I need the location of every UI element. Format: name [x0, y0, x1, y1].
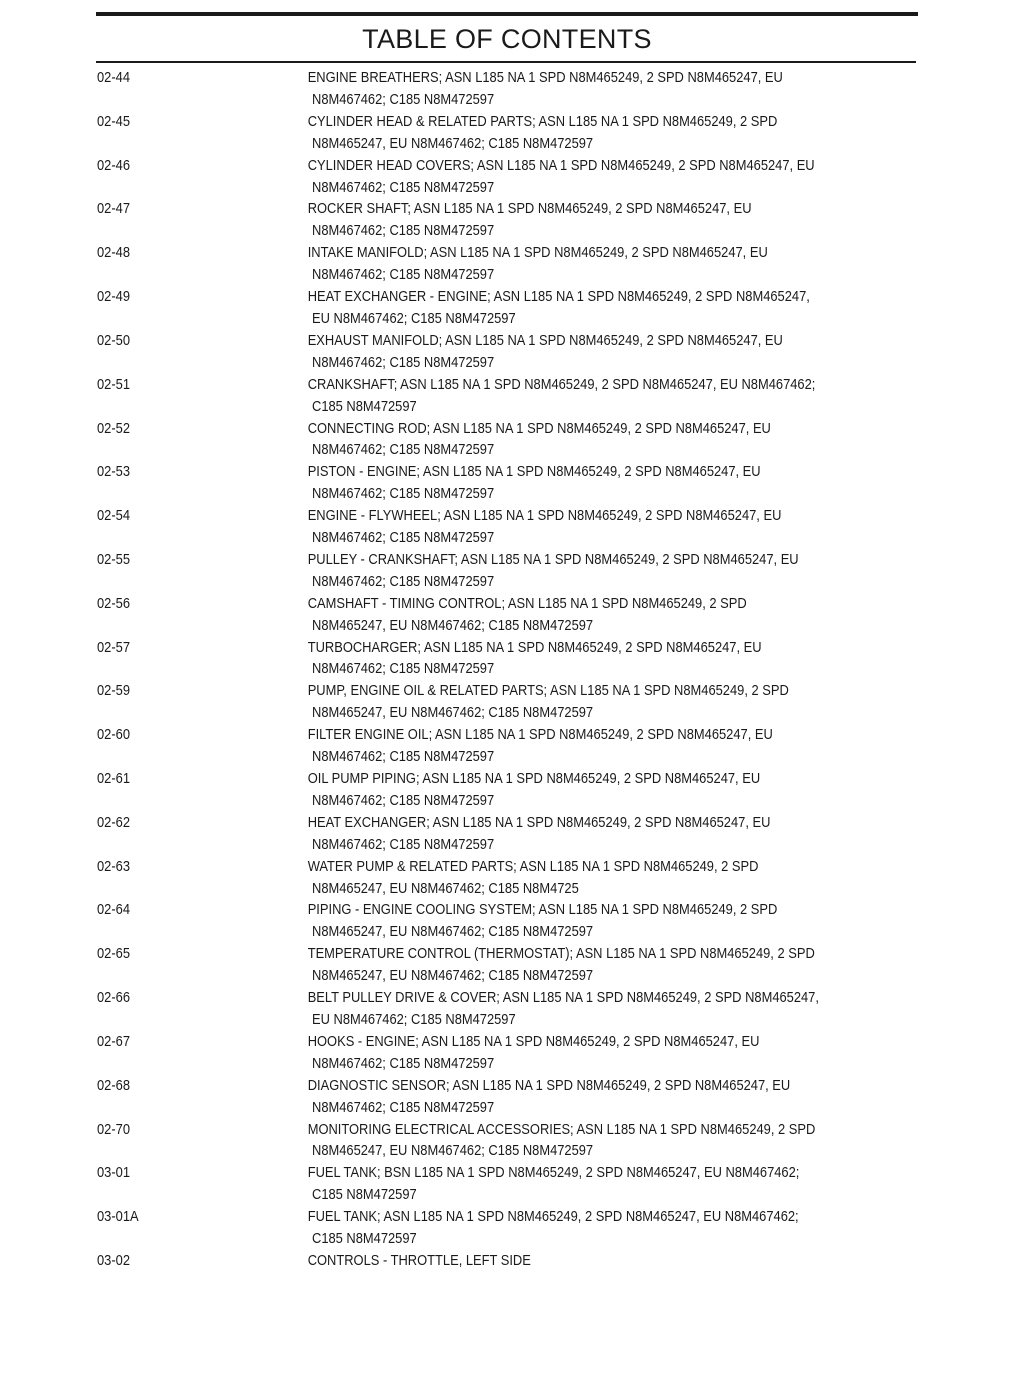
toc-entry-description-line2: N8M465247, EU N8M467462; C185 N8M472597 [312, 616, 594, 634]
toc-entry-code: 02-70 [97, 1120, 131, 1138]
toc-entry-description [308, 637, 884, 681]
toc-entry-description [308, 461, 884, 505]
toc-entry-code: 02-51 [97, 375, 131, 393]
toc-entry-code: 02-56 [97, 594, 131, 612]
toc-entry[interactable] [97, 67, 888, 111]
toc-entry-code: 02-59 [97, 682, 131, 700]
toc-entry-description-line2: N8M467462; C185 N8M472597 [312, 835, 495, 853]
toc-entry[interactable] [97, 242, 888, 286]
toc-entry-description-line2: N8M467462; C185 N8M472597 [312, 660, 495, 678]
toc-entry-description-line2: N8M465247, EU N8M467462; C185 N8M472597 [312, 134, 594, 152]
toc-entry[interactable] [97, 1075, 888, 1119]
toc-entry[interactable] [97, 330, 888, 374]
toc-entry-description-line1: ROCKER SHAFT; ASN L185 NA 1 SPD N8M465249, 2 SPD N8M465247, EU [307, 200, 752, 218]
toc-entry-code: 02-66 [97, 989, 131, 1007]
toc-entry[interactable] [97, 856, 888, 900]
toc-entry-code: 02-62 [97, 813, 131, 831]
toc-entry-description-line2: N8M467462; C185 N8M472597 [312, 1098, 495, 1116]
toc-entry-description-line1: CONNECTING ROD; ASN L185 NA 1 SPD N8M465249, 2 SPD N8M465247, EU [307, 419, 771, 437]
toc-entry-description [308, 1031, 884, 1075]
toc-entry-description-line2: C185 N8M472597 [312, 1186, 417, 1204]
toc-entry-code: 02-55 [97, 550, 131, 568]
toc-entry-description [308, 155, 884, 199]
toc-entry-description-line2: N8M467462; C185 N8M472597 [312, 485, 495, 503]
toc-entry[interactable] [97, 111, 888, 155]
toc-entry[interactable] [97, 637, 888, 681]
toc-entry-code: 02-48 [97, 244, 131, 262]
toc-entry-description [308, 286, 884, 330]
toc-entry-description-line2: N8M467462; C185 N8M472597 [312, 222, 495, 240]
toc-entry[interactable] [97, 987, 888, 1031]
top-rule [96, 12, 918, 16]
toc-entry-code: 02-63 [97, 857, 131, 875]
toc-entry-description-line2: N8M465247, EU N8M467462; C185 N8M472597 [312, 1142, 594, 1160]
toc-entry[interactable] [97, 461, 888, 505]
toc-entry-code: 02-67 [97, 1032, 131, 1050]
toc-entry[interactable] [97, 1162, 888, 1206]
toc-entry-description [308, 67, 884, 111]
toc-entry-description-line1: FILTER ENGINE OIL; ASN L185 NA 1 SPD N8M465249, 2 SPD N8M465247, EU [307, 726, 773, 744]
toc-entry-description [308, 418, 884, 462]
toc-entry-description [308, 1206, 884, 1250]
toc-entry[interactable] [97, 505, 888, 549]
toc-entry-description-line1: PUMP, ENGINE OIL & RELATED PARTS; ASN L185 NA 1 SPD N8M465249, 2 SPD [307, 682, 789, 700]
toc-entry-description-line1: OIL PUMP PIPING; ASN L185 NA 1 SPD N8M465249, 2 SPD N8M465247, EU [307, 770, 761, 787]
toc-entry[interactable] [97, 943, 888, 987]
toc-entry[interactable] [97, 1250, 888, 1272]
toc-entry-code: 02-61 [97, 770, 131, 787]
toc-entry[interactable] [97, 593, 888, 637]
toc-entry-description-line2: C185 N8M472597 [312, 397, 417, 415]
toc-entry-description-line1: CAMSHAFT - TIMING CONTROL; ASN L185 NA 1 SPD N8M465249, 2 SPD [307, 594, 747, 612]
toc-entry-description [308, 505, 884, 549]
toc-entry-description-line1: CYLINDER HEAD COVERS; ASN L185 NA 1 SPD N8M465249, 2 SPD N8M465247, EU [307, 156, 815, 174]
toc-entry-code: 02-60 [97, 726, 131, 744]
toc-entry-description-line2: N8M465247, EU N8M467462; C185 N8M472597 [312, 923, 594, 941]
toc-entry-description-line2: N8M467462; C185 N8M472597 [312, 178, 495, 196]
toc-entry-code: 02-54 [97, 507, 131, 525]
toc-entry-code: 02-47 [97, 200, 131, 218]
toc-entry-description [308, 724, 884, 768]
toc-entry-description [308, 768, 884, 812]
toc-entry-description-line1: PIPING - ENGINE COOLING SYSTEM; ASN L185 NA 1 SPD N8M465249, 2 SPD [307, 901, 778, 919]
toc-entry-description [308, 593, 884, 637]
toc-entry-description-line1: TEMPERATURE CONTROL (THERMOSTAT); ASN L185 NA 1 SPD N8M465249, 2 SPD [307, 945, 815, 963]
toc-entry-description [308, 1119, 884, 1163]
toc-entry-description-line1: ENGINE BREATHERS; ASN L185 NA 1 SPD N8M465249, 2 SPD N8M465247, EU [307, 69, 783, 86]
toc-entry[interactable] [97, 680, 888, 724]
toc-entry-description-line1: MONITORING ELECTRICAL ACCESSORIES; ASN L185 NA 1 SPD N8M465249, 2 SPD [307, 1120, 816, 1138]
toc-entry-description-line1: FUEL TANK; BSN L185 NA 1 SPD N8M465249, 2 SPD N8M465247, EU N8M467462; [307, 1164, 800, 1182]
toc-entry-description [308, 330, 884, 374]
toc-entry[interactable] [97, 812, 888, 856]
page-title: TABLE OF CONTENTS [362, 24, 652, 54]
toc-entry-code: 02-49 [97, 288, 131, 306]
toc-entry-description-line1: ENGINE - FLYWHEEL; ASN L185 NA 1 SPD N8M465249, 2 SPD N8M465247, EU [307, 507, 782, 525]
toc-entry-description [308, 943, 884, 987]
toc-entry-code: 03-01 [97, 1164, 131, 1182]
toc-entry-description-line2: N8M465247, EU N8M467462; C185 N8M4725 [312, 879, 579, 897]
toc-entry[interactable] [97, 286, 888, 330]
toc-entry-description [308, 242, 884, 286]
toc-entry-description-line1: BELT PULLEY DRIVE & COVER; ASN L185 NA 1 SPD N8M465249, 2 SPD N8M465247, [307, 989, 819, 1007]
toc-entry-code: 02-46 [97, 156, 131, 174]
toc-entry-description [308, 987, 884, 1031]
toc-entry-description-line2: N8M467462; C185 N8M472597 [312, 90, 495, 108]
toc-entry-description-line1: TURBOCHARGER; ASN L185 NA 1 SPD N8M465249, 2 SPD N8M465247, EU [307, 638, 762, 656]
toc-entry-description [308, 198, 884, 242]
toc-entry-description [308, 680, 884, 724]
toc-entry-description [308, 1162, 884, 1206]
toc-entry-description [308, 856, 884, 900]
toc-entry-description-line1: HOOKS - ENGINE; ASN L185 NA 1 SPD N8M465249, 2 SPD N8M465247, EU [307, 1032, 760, 1050]
toc-entry-code: 02-53 [97, 463, 131, 481]
toc-entry-code: 02-68 [97, 1076, 131, 1094]
toc-entry-description-line1: DIAGNOSTIC SENSOR; ASN L185 NA 1 SPD N8M465249, 2 SPD N8M465247, EU [307, 1076, 791, 1094]
toc-entry[interactable] [97, 198, 888, 242]
toc-entry-description [308, 899, 884, 943]
toc-entry[interactable] [97, 1031, 888, 1075]
toc-entry[interactable] [97, 899, 888, 943]
toc-entry-description-line2: N8M467462; C185 N8M472597 [312, 748, 495, 766]
toc-entry-description [308, 812, 884, 856]
toc-entry-description-line2: N8M467462; C185 N8M472597 [312, 791, 495, 809]
toc-entry-description-line1: INTAKE MANIFOLD; ASN L185 NA 1 SPD N8M465249, 2 SPD N8M465247, EU [307, 244, 768, 262]
toc-entry-description-line2: N8M467462; C185 N8M472597 [312, 572, 495, 590]
toc-entry-description [308, 1250, 884, 1272]
toc-entry-description-line1: HEAT EXCHANGER; ASN L185 NA 1 SPD N8M465249, 2 SPD N8M465247, EU [307, 813, 771, 831]
toc-entry-description-line1: FUEL TANK; ASN L185 NA 1 SPD N8M465249, 2 SPD N8M465247, EU N8M467462; [307, 1208, 799, 1226]
toc-entry-description [308, 549, 884, 593]
toc-entry-description-line2: C185 N8M472597 [312, 1230, 417, 1248]
toc-entry-description-line1: EXHAUST MANIFOLD; ASN L185 NA 1 SPD N8M465249, 2 SPD N8M465247, EU [307, 331, 783, 349]
toc-entry-description-line2: N8M467462; C185 N8M472597 [312, 1054, 495, 1072]
toc-entry-code: 02-45 [97, 112, 131, 130]
toc-entry[interactable] [97, 768, 888, 812]
toc-entry-description [308, 1075, 884, 1119]
toc-entry-description-line2: EU N8M467462; C185 N8M472597 [312, 1010, 516, 1028]
toc-entry-description-line1: HEAT EXCHANGER - ENGINE; ASN L185 NA 1 SPD N8M465249, 2 SPD N8M465247, [307, 288, 810, 306]
toc-entry-code: 02-52 [97, 419, 131, 437]
toc-entry-description-line2: N8M467462; C185 N8M472597 [312, 266, 495, 284]
toc-entry-description-line1: CONTROLS - THROTTLE, LEFT SIDE [307, 1251, 531, 1269]
toc-entry-description-line2: N8M465247, EU N8M467462; C185 N8M472597 [312, 967, 594, 985]
toc-entry-code: 02-50 [97, 331, 131, 349]
toc-entry-description-line2: N8M467462; C185 N8M472597 [312, 529, 495, 547]
toc-entry-description-line1: CYLINDER HEAD & RELATED PARTS; ASN L185 NA 1 SPD N8M465249, 2 SPD [307, 112, 778, 130]
toc-entry-code: 02-44 [97, 69, 131, 86]
toc-entry-description [308, 111, 884, 155]
toc-entry-description-line1: WATER PUMP & RELATED PARTS; ASN L185 NA 1 SPD N8M465249, 2 SPD [307, 857, 759, 875]
toc-entry[interactable] [97, 1206, 888, 1250]
toc-entry[interactable] [97, 724, 888, 768]
toc-entry-code: 02-64 [97, 901, 131, 919]
toc-entry-description-line2: N8M467462; C185 N8M472597 [312, 441, 495, 459]
toc-entry-description-line2: EU N8M467462; C185 N8M472597 [312, 309, 516, 327]
toc-entry-description [308, 374, 884, 418]
toc-list [97, 67, 887, 1272]
toc-entry-code: 02-57 [97, 638, 131, 656]
toc-entry[interactable] [97, 1119, 888, 1163]
toc-entry-code: 03-01A [97, 1208, 139, 1226]
toc-entry-description-line1: PULLEY - CRANKSHAFT; ASN L185 NA 1 SPD N8M465249, 2 SPD N8M465247, EU [307, 550, 799, 568]
toc-entry-description-line2: N8M467462; C185 N8M472597 [312, 353, 495, 371]
toc-entry-code: 03-02 [97, 1251, 131, 1269]
toc-entry-description-line1: PISTON - ENGINE; ASN L185 NA 1 SPD N8M465249, 2 SPD N8M465247, EU [307, 463, 761, 481]
toc-entry[interactable] [97, 155, 888, 199]
title-rule [96, 61, 916, 63]
toc-entry-code: 02-65 [97, 945, 131, 963]
toc-entry[interactable] [97, 549, 888, 593]
toc-entry-description-line1: CRANKSHAFT; ASN L185 NA 1 SPD N8M465249, 2 SPD N8M465247, EU N8M467462; [307, 375, 816, 393]
toc-entry-description-line2: N8M465247, EU N8M467462; C185 N8M472597 [312, 704, 594, 722]
toc-entry[interactable] [97, 374, 888, 418]
toc-entry[interactable] [97, 418, 888, 462]
